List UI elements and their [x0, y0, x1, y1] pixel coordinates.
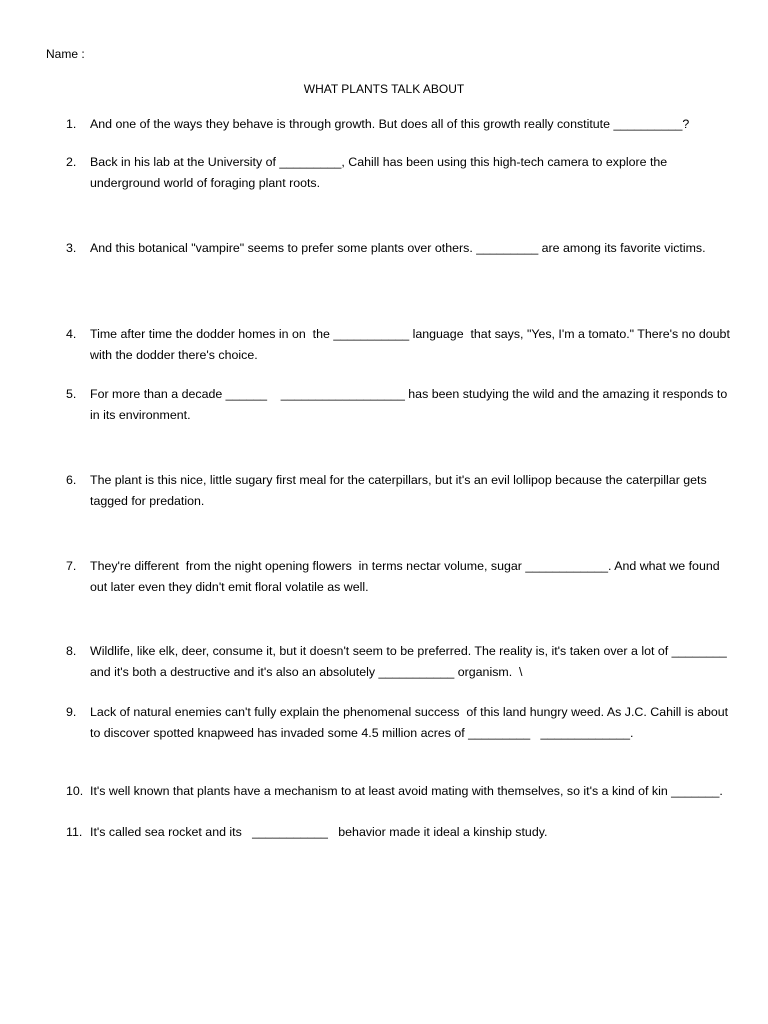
question-text: Wildlife, like elk, deer, consume it, but it doesn't seem to be preferred. The reality is, it's taken over a lot of ________ and it's both a destructive and it's also an absolutely ___________ organism. \ — [90, 644, 731, 679]
question-number: 3. — [66, 241, 77, 255]
question-text: It's called sea rocket and its ___________ behavior made it ideal a kinship study. — [90, 825, 548, 839]
worksheet-title: WHAT PLANTS TALK ABOUT — [303, 82, 465, 96]
question-text: Lack of natural enemies can't fully explain the phenomenal success of this land hungry weed. As J.C. Cahill is about to discover spotted knapweed has invaded some 4.5 million acres of _________ _____________. — [90, 705, 732, 740]
question-text: Back in his lab at the University of _________, Cahill has been using this high-tech camera to explore the underground world of foraging plant roots. — [90, 155, 671, 190]
name-label: Name : — [46, 47, 85, 61]
question-text: It's well known that plants have a mechanism to at least avoid mating with themselves, so it's a kind of kin _______. — [90, 784, 723, 798]
question-number: 2. — [66, 155, 77, 169]
question-number: 1. — [66, 117, 77, 131]
question-number: 7. — [66, 559, 77, 573]
question-text: They're different from the night opening flowers in terms nectar volume, sugar ____________. And what we found out later even they didn't emit floral volatile as well. — [90, 559, 724, 594]
question-number: 11. — [66, 825, 83, 839]
question-number: 4. — [66, 327, 77, 341]
question-number: 5. — [66, 387, 77, 401]
question-number: 10. — [66, 784, 84, 798]
question-number: 6. — [66, 473, 77, 487]
question-text: The plant is this nice, little sugary first meal for the caterpillars, but it's an evil lollipop because the caterpillar gets tagged for predation. — [90, 473, 711, 508]
question-text: And this botanical "vampire" seems to prefer some plants over others. _________ are among its favorite victims. — [90, 241, 706, 255]
question-number: 8. — [66, 644, 77, 658]
question-text: And one of the ways they behave is through growth. But does all of this growth really constitute __________? — [90, 117, 690, 131]
question-text: For more than a decade ______ __________________ has been studying the wild and the amazing it responds to in its environment. — [90, 387, 731, 422]
question-number: 9. — [66, 705, 77, 719]
question-text: Time after time the dodder homes in on the ___________ language that says, "Yes, I'm a tomato." There's no doubt with the dodder there's choice. — [90, 327, 734, 362]
